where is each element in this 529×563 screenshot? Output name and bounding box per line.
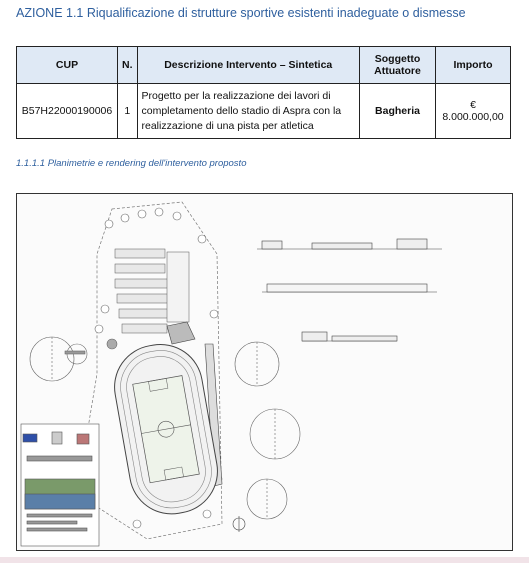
header-soggetto xyxy=(360,47,436,84)
cell-descrizione xyxy=(137,84,360,139)
table-header-row xyxy=(17,47,511,84)
tribune xyxy=(167,322,195,344)
title-block xyxy=(21,424,99,546)
header-importo: Importo xyxy=(436,47,511,84)
cell-soggetto: Bagheria xyxy=(360,84,436,139)
cell-importo: € 8.000.000,00 xyxy=(436,84,511,139)
detail-circles-right xyxy=(235,342,300,519)
cell-n: 1 xyxy=(118,84,138,139)
north-arrow-icon xyxy=(233,516,245,532)
section-heading: AZIONE 1.1 Riqualificazione di strutture sportive esistenti inadeguate o dismesse xyxy=(16,6,466,20)
header-descrizione: Descrizione Intervento – Sintetica xyxy=(137,47,360,84)
header-soggetto-line1: Soggetto xyxy=(374,53,421,65)
table-row xyxy=(17,84,511,139)
header-cup: CUP xyxy=(17,47,118,84)
site-plan-svg xyxy=(17,194,512,550)
detail-circles-left xyxy=(30,337,87,381)
cell-cup: B57H22000190006 xyxy=(17,84,118,139)
elevation-drawings xyxy=(257,239,442,341)
figure-subheading: 1.1.1.1 Planimetrie e rendering dell'intervento proposto xyxy=(16,158,247,169)
header-n: N. xyxy=(118,47,138,84)
page-bottom-band xyxy=(0,557,529,563)
descrizione-line: completamento dello stadio di Aspra con la xyxy=(141,104,342,117)
intervention-table xyxy=(16,46,511,139)
header-soggetto-line2: Attuatore xyxy=(374,65,421,77)
site-plan-drawing xyxy=(16,193,513,551)
parking-area xyxy=(115,249,189,333)
descrizione-line: Progetto per la realizzazione dei lavori di xyxy=(141,89,331,102)
descrizione-line: realizzazione di una pista per atletica xyxy=(141,119,314,132)
